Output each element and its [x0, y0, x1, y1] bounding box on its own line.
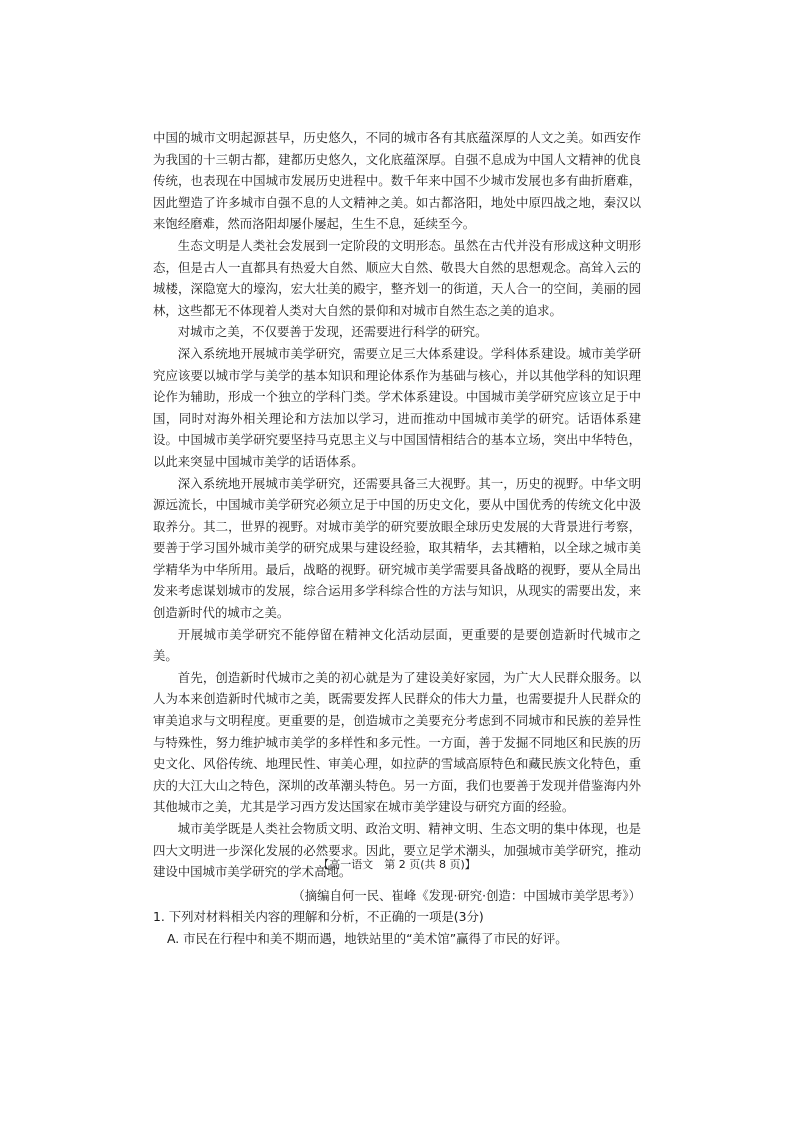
article-paragraph-7: 首先，创造新时代城市之美的初心就是为了建设美好家园，为广大人民群众服务。以人为本来创造新时代城市之美，既需要发挥人民群众的伟大力量，也需要提升人民群众的审美追求与文明程度。更重要的是，创造城市之美要充分考虑到不同城市和民族的差异性与特殊性，努力维护城市美学的多样性和多元性。一方面，善于发掘不同地区和民族的历史文化、风俗传统、地理民性、审美心理，如拉萨的雪域高原特色和藏民族文化特色，重庆的大江大山之特色，深圳的改革潮头特色。另一方面，我们也要善于发现并借鉴海内外其他城市之美，尤其是学习西方发达国家在城市美学建设与研究方面的经验。	[153, 669, 641, 815]
question-option-a: A. 市民在行程中和美不期而遇，地铁站里的“美术馆”赢得了市民的好评。	[167, 930, 568, 946]
article-paragraph-8: 城市美学既是人类社会物质文明、政治文明、精神文明、生态文明的集中体现，也是四大文明进一步深化发展的必然要求。因此，要立足学术潮头，加强城市美学研究，推动建设中国城市美学研究的学术高地。	[153, 821, 641, 880]
article-paragraph-6: 开展城市美学研究不能停留在精神文化活动层面，更重要的是要创造新时代城市之美。	[153, 626, 641, 664]
article-paragraph-3: 对城市之美，不仅要善于发现，还需要进行科学的研究。	[177, 324, 488, 340]
question-stem: 1. 下列对材料相关内容的理解和分析，不正确的一项是(3分)	[153, 909, 484, 925]
article-paragraph-4: 深入系统地开展城市美学研究，需要立足三大体系建设。学科体系建设。城市美学研究应该要以城市学与美学的基本知识和理论体系作为基础与核心，并以其他学科的知识理论作为辅助，形成一个独立的学科门类。学术体系建设。中国城市美学研究应该立足于中国，同时对海外相关理论和方法加以学习，进而推动中国城市美学的研究。话语体系建设。中国城市美学研究要坚持马克思主义与中国国情相结合的基本立场，突出中华特色，以此来突显中国城市美学的话语体系。	[153, 345, 641, 469]
article-source: （摘编自何一民、崔峰《发现·研究·创造：中国城市美学思考》）	[292, 887, 641, 903]
article-paragraph-2: 生态文明是人类社会发展到一定阶段的文明形态。虽然在古代并没有形成这种文明形态，但是古人一直都具有热爱大自然、顺应大自然、敬畏大自然的思想观念。高耸入云的城楼，深隐宽大的壕沟，宏大壮美的殿宇，整齐划一的街道，天人合一的空间，美丽的园林，这些都无不体现着人类对大自然的景仰和对城市自然生态之美的追求。	[153, 237, 641, 318]
article-paragraph-1: 中国的城市文明起源甚早，历史悠久，不同的城市各有其底蕴深厚的人文之美。如西安作为我国的十三朝古都，建都历史悠久，文化底蕴深厚。自强不息成为中国人文精神的优良传统，也表现在中国城市发展历史进程中。数千年来中国不少城市发展也多有曲折磨难，因此塑造了许多城市自强不息的人文精神之美。如古都洛阳，地处中原四战之地，秦汉以来饱经磨难，然而洛阳却屡仆屡起，生生不息，延续至今。	[153, 130, 641, 232]
page-footer: 【高一语文 第 2 页(共 8 页)】	[318, 858, 476, 871]
article-paragraph-5: 深入系统地开展城市美学研究，还需要具备三大视野。其一，历史的视野。中华文明源远流长，中国城市美学研究必须立足于中国的历史文化，要从中国优秀的传统文化中汲取养分。其二，世界的视野。对城市美学的研究要放眼全球历史发展的大背景进行考察，要善于学习国外城市美学的研究成果与建设经验，取其精华，去其糟粕，以全球之城市美学精华为中华所用。最后，战略的视野。研究城市美学需要具备战略的视野，要从全局出发来考虑谋划城市的发展，综合运用多学科综合性的方法与知识，从现实的需要出发，来创造新时代的城市之美。	[153, 475, 641, 621]
document-page	[153, 127, 641, 950]
